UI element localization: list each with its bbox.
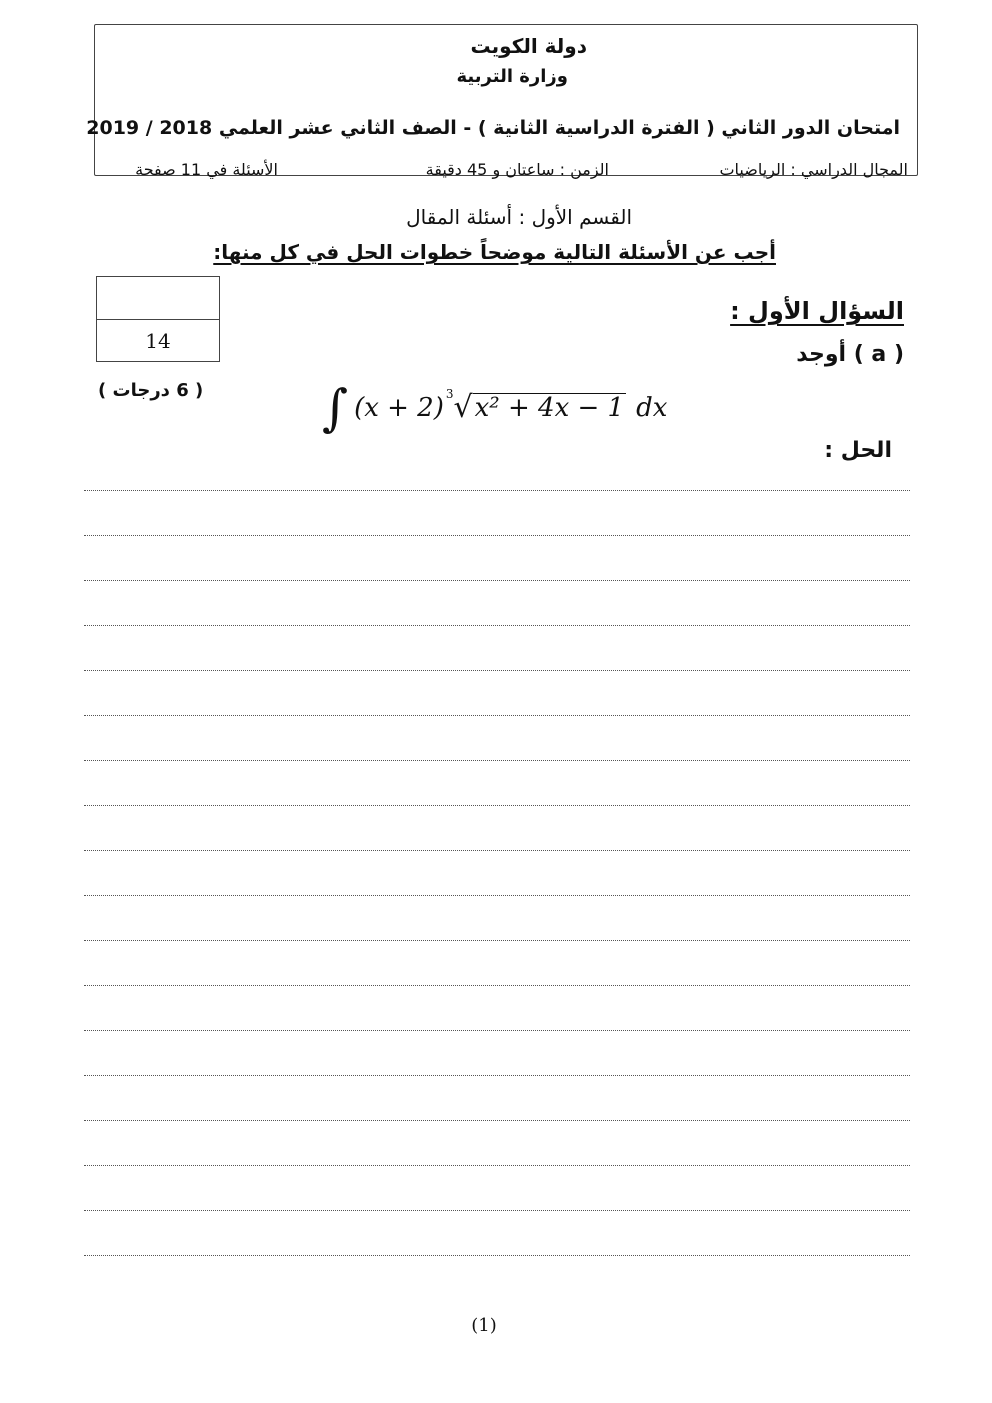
answer-line[interactable] [84, 715, 910, 716]
answer-line[interactable] [84, 1210, 910, 1211]
country-name: دولة الكويت [470, 34, 587, 58]
integral-sign: ∫ [322, 379, 349, 437]
score-total: 14 [145, 329, 171, 353]
question-marks: ( 6 درجات ) [98, 380, 204, 401]
radical-sign: √ [453, 390, 473, 425]
answer-line[interactable] [84, 625, 910, 626]
answer-line[interactable] [84, 1165, 910, 1166]
answer-line[interactable] [84, 940, 910, 941]
ministry-name: وزارة التربية [456, 66, 568, 87]
cube-root [453, 390, 627, 425]
score-obtained-cell [97, 277, 219, 320]
differential: dx [636, 393, 668, 423]
answer-line[interactable] [84, 985, 910, 986]
exam-title: امتحان الدور الثاني ( الفترة الدراسية الثانية ) - الصف الثاني عشر العلمي 2018 / 2019 [86, 117, 900, 139]
subject-field: المجال الدراسي : الرياضيات [719, 160, 908, 179]
solution-label: الحل : [824, 438, 892, 463]
page-count: الأسئلة في 11 صفحة [135, 160, 278, 179]
answer-line[interactable] [84, 805, 910, 806]
exam-duration: الزمن : ساعتان و 45 دقيقة [425, 160, 609, 179]
answer-line[interactable] [84, 1030, 910, 1031]
page-number: (1) [471, 1315, 497, 1336]
answer-line[interactable] [84, 760, 910, 761]
answer-line[interactable] [84, 535, 910, 536]
answer-line[interactable] [84, 1075, 910, 1076]
integral-expression [322, 376, 667, 440]
answer-line[interactable] [84, 1120, 910, 1121]
answer-line[interactable] [84, 490, 910, 491]
answer-line[interactable] [84, 580, 910, 581]
answer-line[interactable] [84, 895, 910, 896]
question-title: السؤال الأول : [730, 297, 904, 325]
integral-factor: (x + 2) [354, 393, 444, 423]
score-box [96, 276, 220, 362]
answer-line[interactable] [84, 1255, 910, 1256]
radicand: x² + 4x − 1 [474, 393, 625, 424]
answer-line[interactable] [84, 850, 910, 851]
question-part-label: ( a ) أوجد [796, 342, 904, 367]
answer-line[interactable] [84, 670, 910, 671]
root-index: 3 [445, 387, 454, 401]
instruction-text: أجب عن الأسئلة التالية موضحاً خطوات الحل في كل منها: [213, 240, 776, 264]
section-title: القسم الأول : أسئلة المقال [406, 205, 632, 229]
